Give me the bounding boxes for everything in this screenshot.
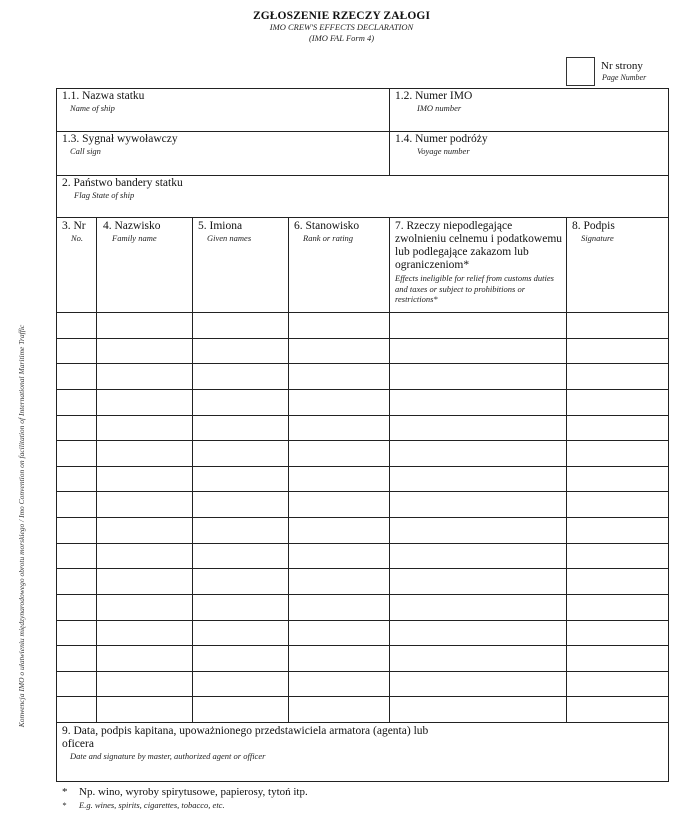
table-cell[interactable] [97,569,191,593]
column-header-label-en: No. [71,233,84,243]
table-cell[interactable] [193,569,287,593]
table-cell[interactable] [567,518,668,542]
table-cell[interactable] [193,544,287,568]
table-cell[interactable] [97,672,191,696]
table-cell[interactable] [390,313,565,337]
column-header-label-en: Family name [112,233,157,243]
table-cell[interactable] [193,595,287,619]
voyage-number-label-en: Voyage number [417,146,470,156]
master-signature-label: 9. Data, podpis kapitana, upoważnionego przedstawiciela armatora (agenta) lub oficera [62,725,429,750]
column-header-label: 7. Rzeczy niepodlegające zwolnieniu celnemu i podatkowemu lub podlegające zakazom lub ograniczeniom* [395,220,563,271]
table-cell[interactable] [57,518,95,542]
table-cell[interactable] [567,441,668,465]
column-header-effects [395,220,565,305]
table-cell[interactable] [390,492,565,516]
column-header-label-en: Given names [207,233,252,243]
table-cell[interactable] [567,339,668,363]
table-cell[interactable] [390,364,565,388]
table-cell[interactable] [390,441,565,465]
table-cell[interactable] [567,672,668,696]
table-cell[interactable] [567,595,668,619]
table-cell[interactable] [289,467,388,491]
table-cell[interactable] [567,697,668,721]
table-cell[interactable] [97,621,191,645]
form-header [0,10,683,44]
table-cell[interactable] [57,416,95,440]
form-subtitle-en: IMO CREW'S EFFECTS DECLARATION [269,22,414,32]
table-cell[interactable] [567,416,668,440]
table-cell[interactable] [193,672,287,696]
column-header-label: 8. Podpis [572,220,615,232]
form-reference: (IMO FAL Form 4) [308,33,375,43]
divider [56,217,669,218]
flag-state-field[interactable] [62,177,183,201]
master-signature-label-en: Date and signature by master, authorized agent or officer [70,751,266,761]
table-cell[interactable] [289,621,388,645]
table-cell[interactable] [193,313,287,337]
flag-state-label-en: Flag State of ship [74,190,135,200]
table-cell[interactable] [390,518,565,542]
table-cell[interactable] [57,467,95,491]
table-cell[interactable] [390,672,565,696]
table-cell[interactable] [97,313,191,337]
table-cell[interactable] [567,390,668,414]
column-header-label: 5. Imiona [198,220,243,232]
table-cell[interactable] [57,390,95,414]
divider [56,131,669,132]
table-cell[interactable] [97,416,191,440]
page-number-input[interactable] [566,57,595,86]
column-header-label: 4. Nazwisko [103,220,161,232]
table-cell[interactable] [57,544,95,568]
footnote-text: Np. wino, wyroby spirytusowe, papierosy, tytoń itp. [79,786,308,798]
table-cell[interactable] [390,697,565,721]
table-cell[interactable] [567,364,668,388]
table-cell[interactable] [97,467,191,491]
table-cell[interactable] [97,646,191,670]
table-cell[interactable] [567,544,668,568]
table-cell[interactable] [289,518,388,542]
table-cell[interactable] [193,339,287,363]
table-cell[interactable] [97,492,191,516]
table-cell[interactable] [567,492,668,516]
column-header-number [62,220,86,244]
table-cell[interactable] [57,672,95,696]
divider-vertical [389,88,390,175]
table-cell[interactable] [390,621,565,645]
call-sign-field[interactable] [62,133,178,157]
table-cell[interactable] [97,518,191,542]
column-header-given-names [198,220,251,244]
table-cell[interactable] [390,544,565,568]
column-header-family-name [103,220,161,244]
table-cell[interactable] [97,441,191,465]
table-cell[interactable] [289,313,388,337]
table-cell[interactable] [567,646,668,670]
table-cell[interactable] [97,364,191,388]
footnote-marker: * [62,800,67,810]
table-cell[interactable] [289,646,388,670]
table-cell[interactable] [57,621,95,645]
table-cell[interactable] [57,646,95,670]
ship-name-label-en: Name of ship [70,103,115,113]
column-header-rank [294,220,359,244]
table-cell[interactable] [567,313,668,337]
table-cell[interactable] [289,416,388,440]
table-cell[interactable] [390,569,565,593]
column-header-label-en: Rank or rating [303,233,354,243]
divider [56,175,669,176]
table-cell[interactable] [97,390,191,414]
table-cell[interactable] [97,697,191,721]
table-cell[interactable] [390,339,565,363]
table-cell[interactable] [193,364,287,388]
master-signature-field[interactable] [62,725,462,762]
footnote-marker: * [62,786,68,798]
table-cell[interactable] [390,595,565,619]
footnote [62,786,308,812]
imo-number-label: 1.2. Numer IMO [395,90,473,102]
flag-state-label: 2. Państwo bandery statku [62,177,183,189]
table-cell[interactable] [57,313,95,337]
voyage-number-label: 1.4. Numer podróży [395,133,488,145]
table-cell[interactable] [390,646,565,670]
table-cell[interactable] [97,339,191,363]
table-cell[interactable] [57,492,95,516]
table-cell[interactable] [97,544,191,568]
table-cell[interactable] [289,492,388,516]
footnote-text-en: E.g. wines, spirits, cigarettes, tobacco, etc. [79,800,225,810]
table-cell[interactable] [97,595,191,619]
table-cell[interactable] [289,672,388,696]
column-header-signature [572,220,615,244]
column-header-label: 6. Stanowisko [294,220,360,232]
table-cell[interactable] [567,621,668,645]
table-cell[interactable] [390,390,565,414]
voyage-number-field[interactable] [395,133,488,157]
table-cell[interactable] [193,492,287,516]
table-cell[interactable] [193,467,287,491]
table-cell[interactable] [193,441,287,465]
table-cell[interactable] [57,364,95,388]
table-cell[interactable] [289,339,388,363]
convention-note: Konwencja IMO o ułatwieniu międzynarodowego obrotu morskiego / Imo Convention on facilitation of International Maritime Traffic [17,324,26,728]
table-cell[interactable] [57,339,95,363]
table-cell[interactable] [289,364,388,388]
table-cell[interactable] [390,416,565,440]
call-sign-label: 1.3. Sygnał wywoławczy [62,133,178,145]
table-cell[interactable] [567,569,668,593]
column-header-label-en: Effects ineligible for relief from customs duties and taxes or subject to prohibitions or restrictions* [395,273,554,304]
table-cell[interactable] [57,595,95,619]
page-number-label [601,60,646,84]
column-header-label-en: Signature [581,233,614,243]
table-cell[interactable] [57,697,95,721]
table-cell[interactable] [567,467,668,491]
table-cell[interactable] [390,467,565,491]
table-cell[interactable] [289,390,388,414]
imo-number-field[interactable] [395,90,472,114]
page-number-label-en: Page Number [602,73,647,82]
page-number-label-pl: Nr strony [601,60,643,72]
table-cell[interactable] [57,569,95,593]
table-cell[interactable] [289,544,388,568]
table-cell[interactable] [289,595,388,619]
table-cell[interactable] [193,621,287,645]
table-cell[interactable] [289,697,388,721]
form-title: ZGŁOSZENIE RZECZY ZAŁOGI [252,10,431,22]
table-cell[interactable] [289,569,388,593]
ship-name-field[interactable] [62,90,144,114]
table-cell[interactable] [193,390,287,414]
divider [56,722,669,723]
table-cell[interactable] [193,416,287,440]
call-sign-label-en: Call sign [70,146,101,156]
table-cell[interactable] [193,518,287,542]
table-cell[interactable] [193,697,287,721]
imo-number-label-en: IMO number [417,103,462,113]
ship-name-label: 1.1. Nazwa statku [62,90,145,102]
table-cell[interactable] [57,441,95,465]
table-cell[interactable] [289,441,388,465]
table-cell[interactable] [193,646,287,670]
column-header-label: 3. Nr [62,220,86,232]
